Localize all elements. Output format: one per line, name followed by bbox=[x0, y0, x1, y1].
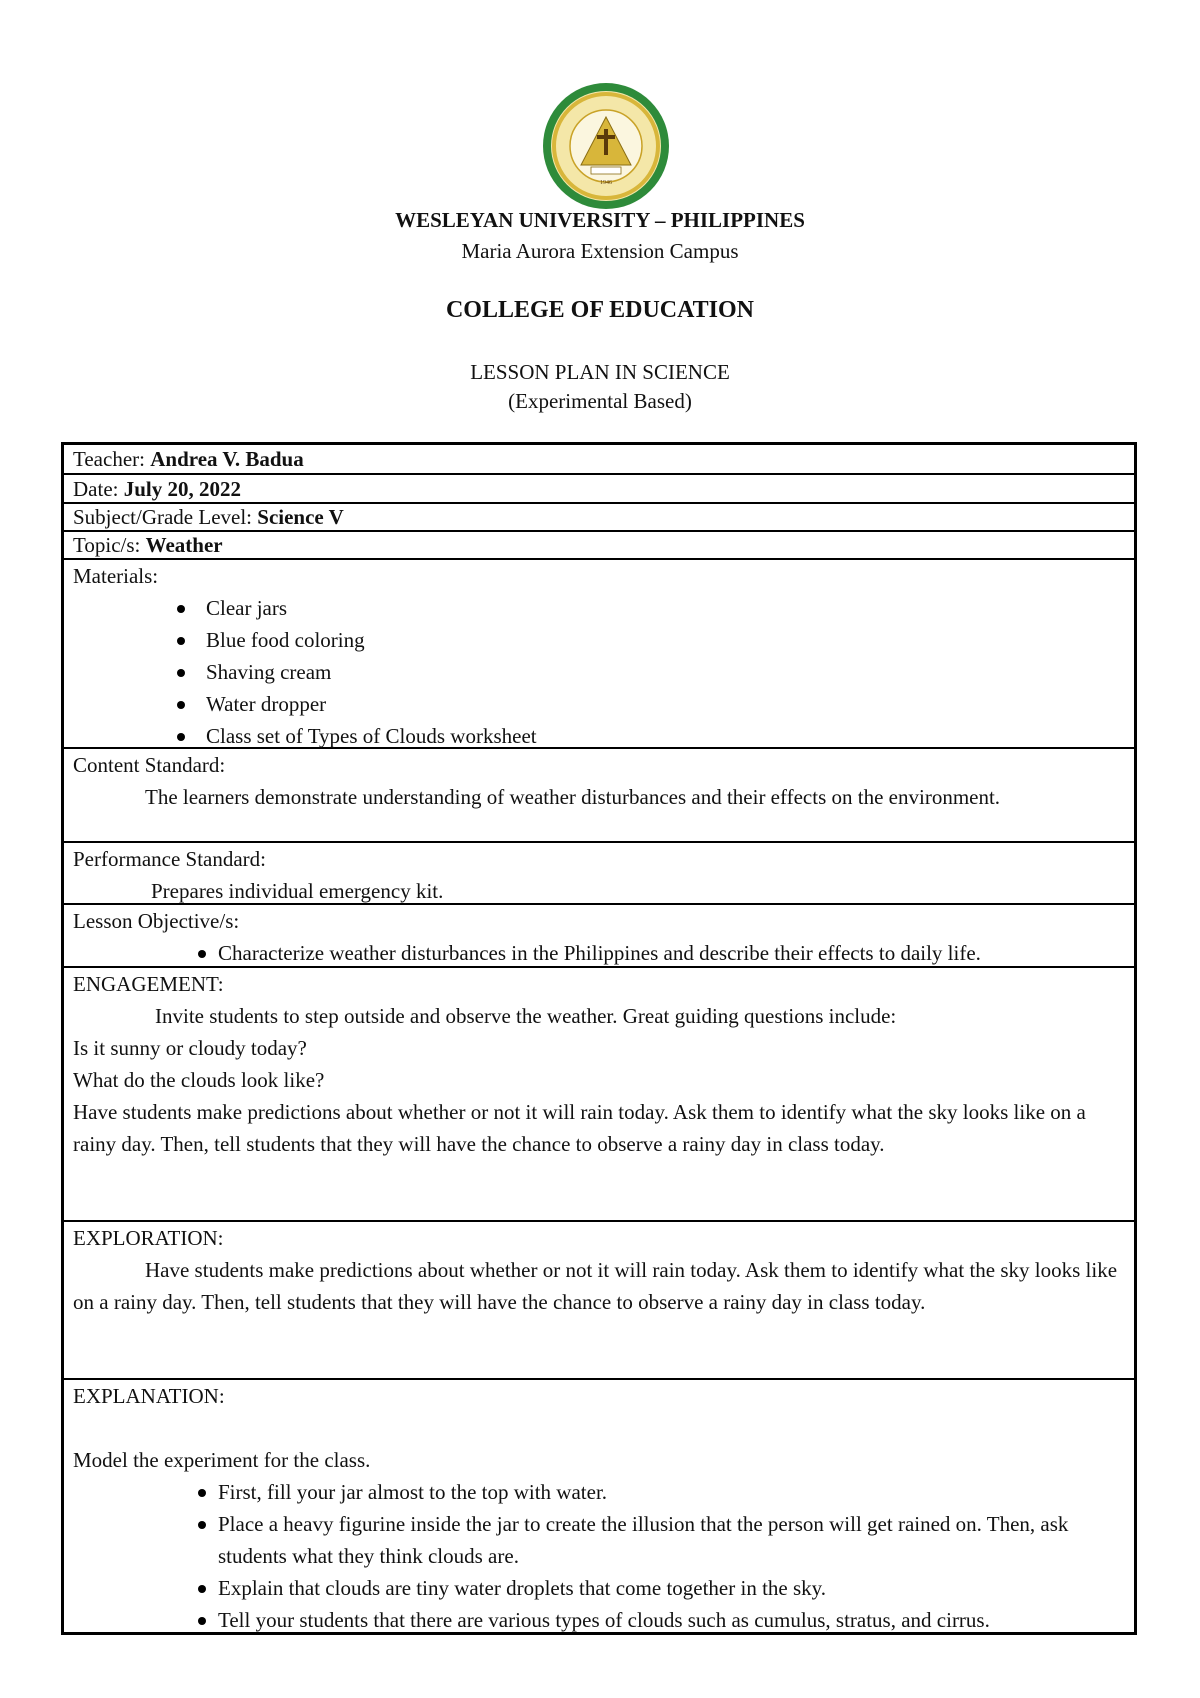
engagement-intro: Invite students to step outside and observe the weather. Great guiding questions include: bbox=[155, 1004, 897, 1028]
teacher-row bbox=[64, 445, 1134, 475]
performance-standard-label: Performance Standard: bbox=[73, 847, 267, 871]
materials-label: Materials: bbox=[73, 564, 159, 588]
teacher-value: Andrea V. Badua bbox=[150, 447, 304, 471]
date-row bbox=[64, 475, 1134, 504]
lesson-plan-title: LESSON PLAN IN SCIENCE bbox=[470, 360, 730, 384]
list-item: Clear jars bbox=[73, 592, 1125, 624]
list-item: Class set of Types of Clouds worksheet bbox=[73, 720, 1125, 752]
content-standard-row bbox=[64, 749, 1134, 843]
engagement-question-2: What do the clouds look like? bbox=[73, 1068, 325, 1092]
bullet-icon bbox=[198, 1521, 206, 1529]
topic-value: Weather bbox=[145, 533, 223, 557]
date-value: July 20, 2022 bbox=[123, 477, 241, 501]
list-item: First, fill your jar almost to the top with water. bbox=[73, 1476, 1125, 1508]
performance-standard-text: Prepares individual emergency kit. bbox=[151, 879, 444, 903]
subject-value: Science V bbox=[257, 505, 344, 529]
lesson-plan-table bbox=[61, 442, 1137, 1635]
subject-row bbox=[64, 504, 1134, 532]
explanation-label: EXPLANATION: bbox=[73, 1384, 225, 1408]
content-standard-text: The learners demonstrate understanding of weather disturbances and their effects on the environment. bbox=[145, 785, 1001, 809]
bullet-icon bbox=[198, 950, 206, 958]
topic-label: Topic/s: bbox=[73, 533, 146, 557]
bullet-icon bbox=[177, 733, 185, 741]
date-label: Date: bbox=[73, 477, 124, 501]
engagement-question-1: Is it sunny or cloudy today? bbox=[73, 1036, 307, 1060]
list-item: Place a heavy figurine inside the jar to create the illusion that the person will get rained on. Then, ask students what they think clouds are. bbox=[73, 1508, 1125, 1572]
list-item: Explain that clouds are tiny water droplets that come together in the sky. bbox=[73, 1572, 1125, 1604]
university-name: WESLEYAN UNIVERSITY – PHILIPPINES bbox=[395, 208, 805, 232]
explanation-row bbox=[64, 1380, 1134, 1632]
exploration-row bbox=[64, 1222, 1134, 1380]
materials-list bbox=[73, 592, 1125, 752]
topic-row bbox=[64, 532, 1134, 560]
bullet-icon bbox=[198, 1585, 206, 1593]
engagement-body: Have students make predictions about whether or not it will rain today. Ask them to identify what the sky looks like on a rainy day. Then, tell students that they will have the chance to observe a rainy day in class today. bbox=[73, 1100, 1086, 1156]
content-standard-label: Content Standard: bbox=[73, 753, 226, 777]
exploration-label: EXPLORATION: bbox=[73, 1226, 224, 1250]
list-item: Tell your students that there are various types of clouds such as cumulus, stratus, and cirrus. bbox=[73, 1604, 1125, 1636]
objectives-label: Lesson Objective/s: bbox=[73, 909, 240, 933]
bullet-icon bbox=[198, 1617, 206, 1625]
exploration-text: Have students make predictions about whether or not it will rain today. Ask them to identify what the sky looks like on a rainy day. Then, tell students that they will have the chance to observe a rainy day in class today. bbox=[73, 1258, 1118, 1314]
subject-label: Subject/Grade Level: bbox=[73, 505, 258, 529]
list-item: Blue food coloring bbox=[73, 624, 1125, 656]
bullet-icon bbox=[177, 637, 185, 645]
list-item: Characterize weather disturbances in the Philippines and describe their effects to daily life. bbox=[73, 937, 1125, 969]
objectives-list bbox=[73, 937, 1125, 969]
list-item: Shaving cream bbox=[73, 656, 1125, 688]
college-name: COLLEGE OF EDUCATION bbox=[445, 297, 755, 323]
explanation-intro: Model the experiment for the class. bbox=[73, 1448, 371, 1472]
campus-name: Maria Aurora Extension Campus bbox=[461, 239, 739, 263]
list-item: Water dropper bbox=[73, 688, 1125, 720]
bullet-icon bbox=[177, 701, 185, 709]
bullet-icon bbox=[177, 605, 185, 613]
spacer bbox=[73, 1412, 1125, 1444]
bullet-icon bbox=[177, 669, 185, 677]
svg-text:1946: 1946 bbox=[600, 180, 612, 186]
teacher-label: Teacher: bbox=[73, 447, 151, 471]
performance-standard-row bbox=[64, 843, 1134, 905]
engagement-label: ENGAGEMENT: bbox=[73, 972, 224, 996]
bullet-icon bbox=[198, 1489, 206, 1497]
lesson-plan-type: (Experimental Based) bbox=[508, 389, 692, 413]
university-seal-logo bbox=[541, 81, 671, 211]
explanation-list bbox=[73, 1476, 1125, 1636]
engagement-row bbox=[64, 968, 1134, 1222]
objectives-row bbox=[64, 905, 1134, 968]
materials-row bbox=[64, 560, 1134, 749]
